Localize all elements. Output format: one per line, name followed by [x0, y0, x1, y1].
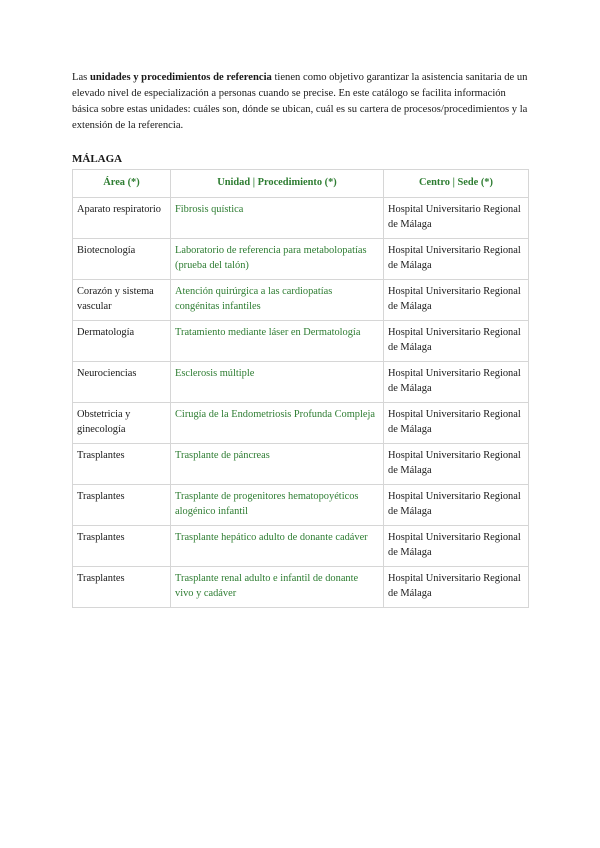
- cell-area: Neurociencias: [73, 362, 171, 403]
- header-area: Área (*): [73, 170, 171, 198]
- cell-center: Hospital Universitario Regional de Málaga: [384, 280, 529, 321]
- table-header-row: [73, 170, 529, 198]
- cell-unit: Fibrosis quística: [171, 198, 384, 239]
- cell-area: Trasplantes: [73, 526, 171, 567]
- table-row: [73, 485, 529, 526]
- cell-unit: Trasplante de progenitores hematopoyéticos alogénico infantil: [171, 485, 384, 526]
- cell-unit: Laboratorio de referencia para metabolopatías (prueba del talón): [171, 239, 384, 280]
- cell-area: Trasplantes: [73, 444, 171, 485]
- cell-center: Hospital Universitario Regional de Málaga: [384, 321, 529, 362]
- table-row: [73, 567, 529, 608]
- cell-area: Corazón y sistema vascular: [73, 280, 171, 321]
- intro-paragraph: [72, 70, 528, 134]
- cell-area: Dermatología: [73, 321, 171, 362]
- section-title: MÁLAGA: [72, 153, 123, 165]
- header-center: Centro | Sede (*): [384, 170, 529, 198]
- cell-area: Trasplantes: [73, 485, 171, 526]
- table-row: [73, 280, 529, 321]
- header-unit: Unidad | Procedimiento (*): [171, 170, 384, 198]
- intro-pre: Las: [72, 72, 90, 83]
- table-row: [73, 444, 529, 485]
- intro-post: tienen como objetivo garantizar la asistencia sanitaria de un elevado nivel de especialización a personas cuando se precise. En este catálogo se facilita información básica sobre estas unidades: cuáles son, dónde se ubican, cuál es su cartera de procesos/procedimientos y la extensión de la referencia.: [72, 72, 528, 131]
- cell-area: Trasplantes: [73, 567, 171, 608]
- table-row: [73, 362, 529, 403]
- cell-unit: Esclerosis múltiple: [171, 362, 384, 403]
- cell-center: Hospital Universitario Regional de Málaga: [384, 485, 529, 526]
- cell-center: Hospital Universitario Regional de Málaga: [384, 239, 529, 280]
- cell-center: Hospital Universitario Regional de Málaga: [384, 198, 529, 239]
- table-row: [73, 321, 529, 362]
- cell-center: Hospital Universitario Regional de Málaga: [384, 403, 529, 444]
- cell-unit: Tratamiento mediante láser en Dermatología: [171, 321, 384, 362]
- cell-unit: Cirugía de la Endometriosis Profunda Compleja: [171, 403, 384, 444]
- cell-unit: Trasplante renal adulto e infantil de donante vivo y cadáver: [171, 567, 384, 608]
- intro-bold: unidades y procedimientos de referencia: [89, 72, 272, 83]
- table-row: [73, 198, 529, 239]
- cell-center: Hospital Universitario Regional de Málaga: [384, 444, 529, 485]
- document-page: [72, 70, 528, 608]
- cell-area: Aparato respiratorio: [73, 198, 171, 239]
- cell-area: Biotecnología: [73, 239, 171, 280]
- cell-unit: Atención quirúrgica a las cardiopatías congénitas infantiles: [171, 280, 384, 321]
- cell-unit: Trasplante hepático adulto de donante cadáver: [171, 526, 384, 567]
- cell-center: Hospital Universitario Regional de Málaga: [384, 526, 529, 567]
- cell-unit: Trasplante de páncreas: [171, 444, 384, 485]
- cell-area: Obstetricia y ginecología: [73, 403, 171, 444]
- reference-units-table: [72, 169, 529, 608]
- table-row: [73, 403, 529, 444]
- cell-center: Hospital Universitario Regional de Málaga: [384, 567, 529, 608]
- table-row: [73, 239, 529, 280]
- table-row: [73, 526, 529, 567]
- cell-center: Hospital Universitario Regional de Málaga: [384, 362, 529, 403]
